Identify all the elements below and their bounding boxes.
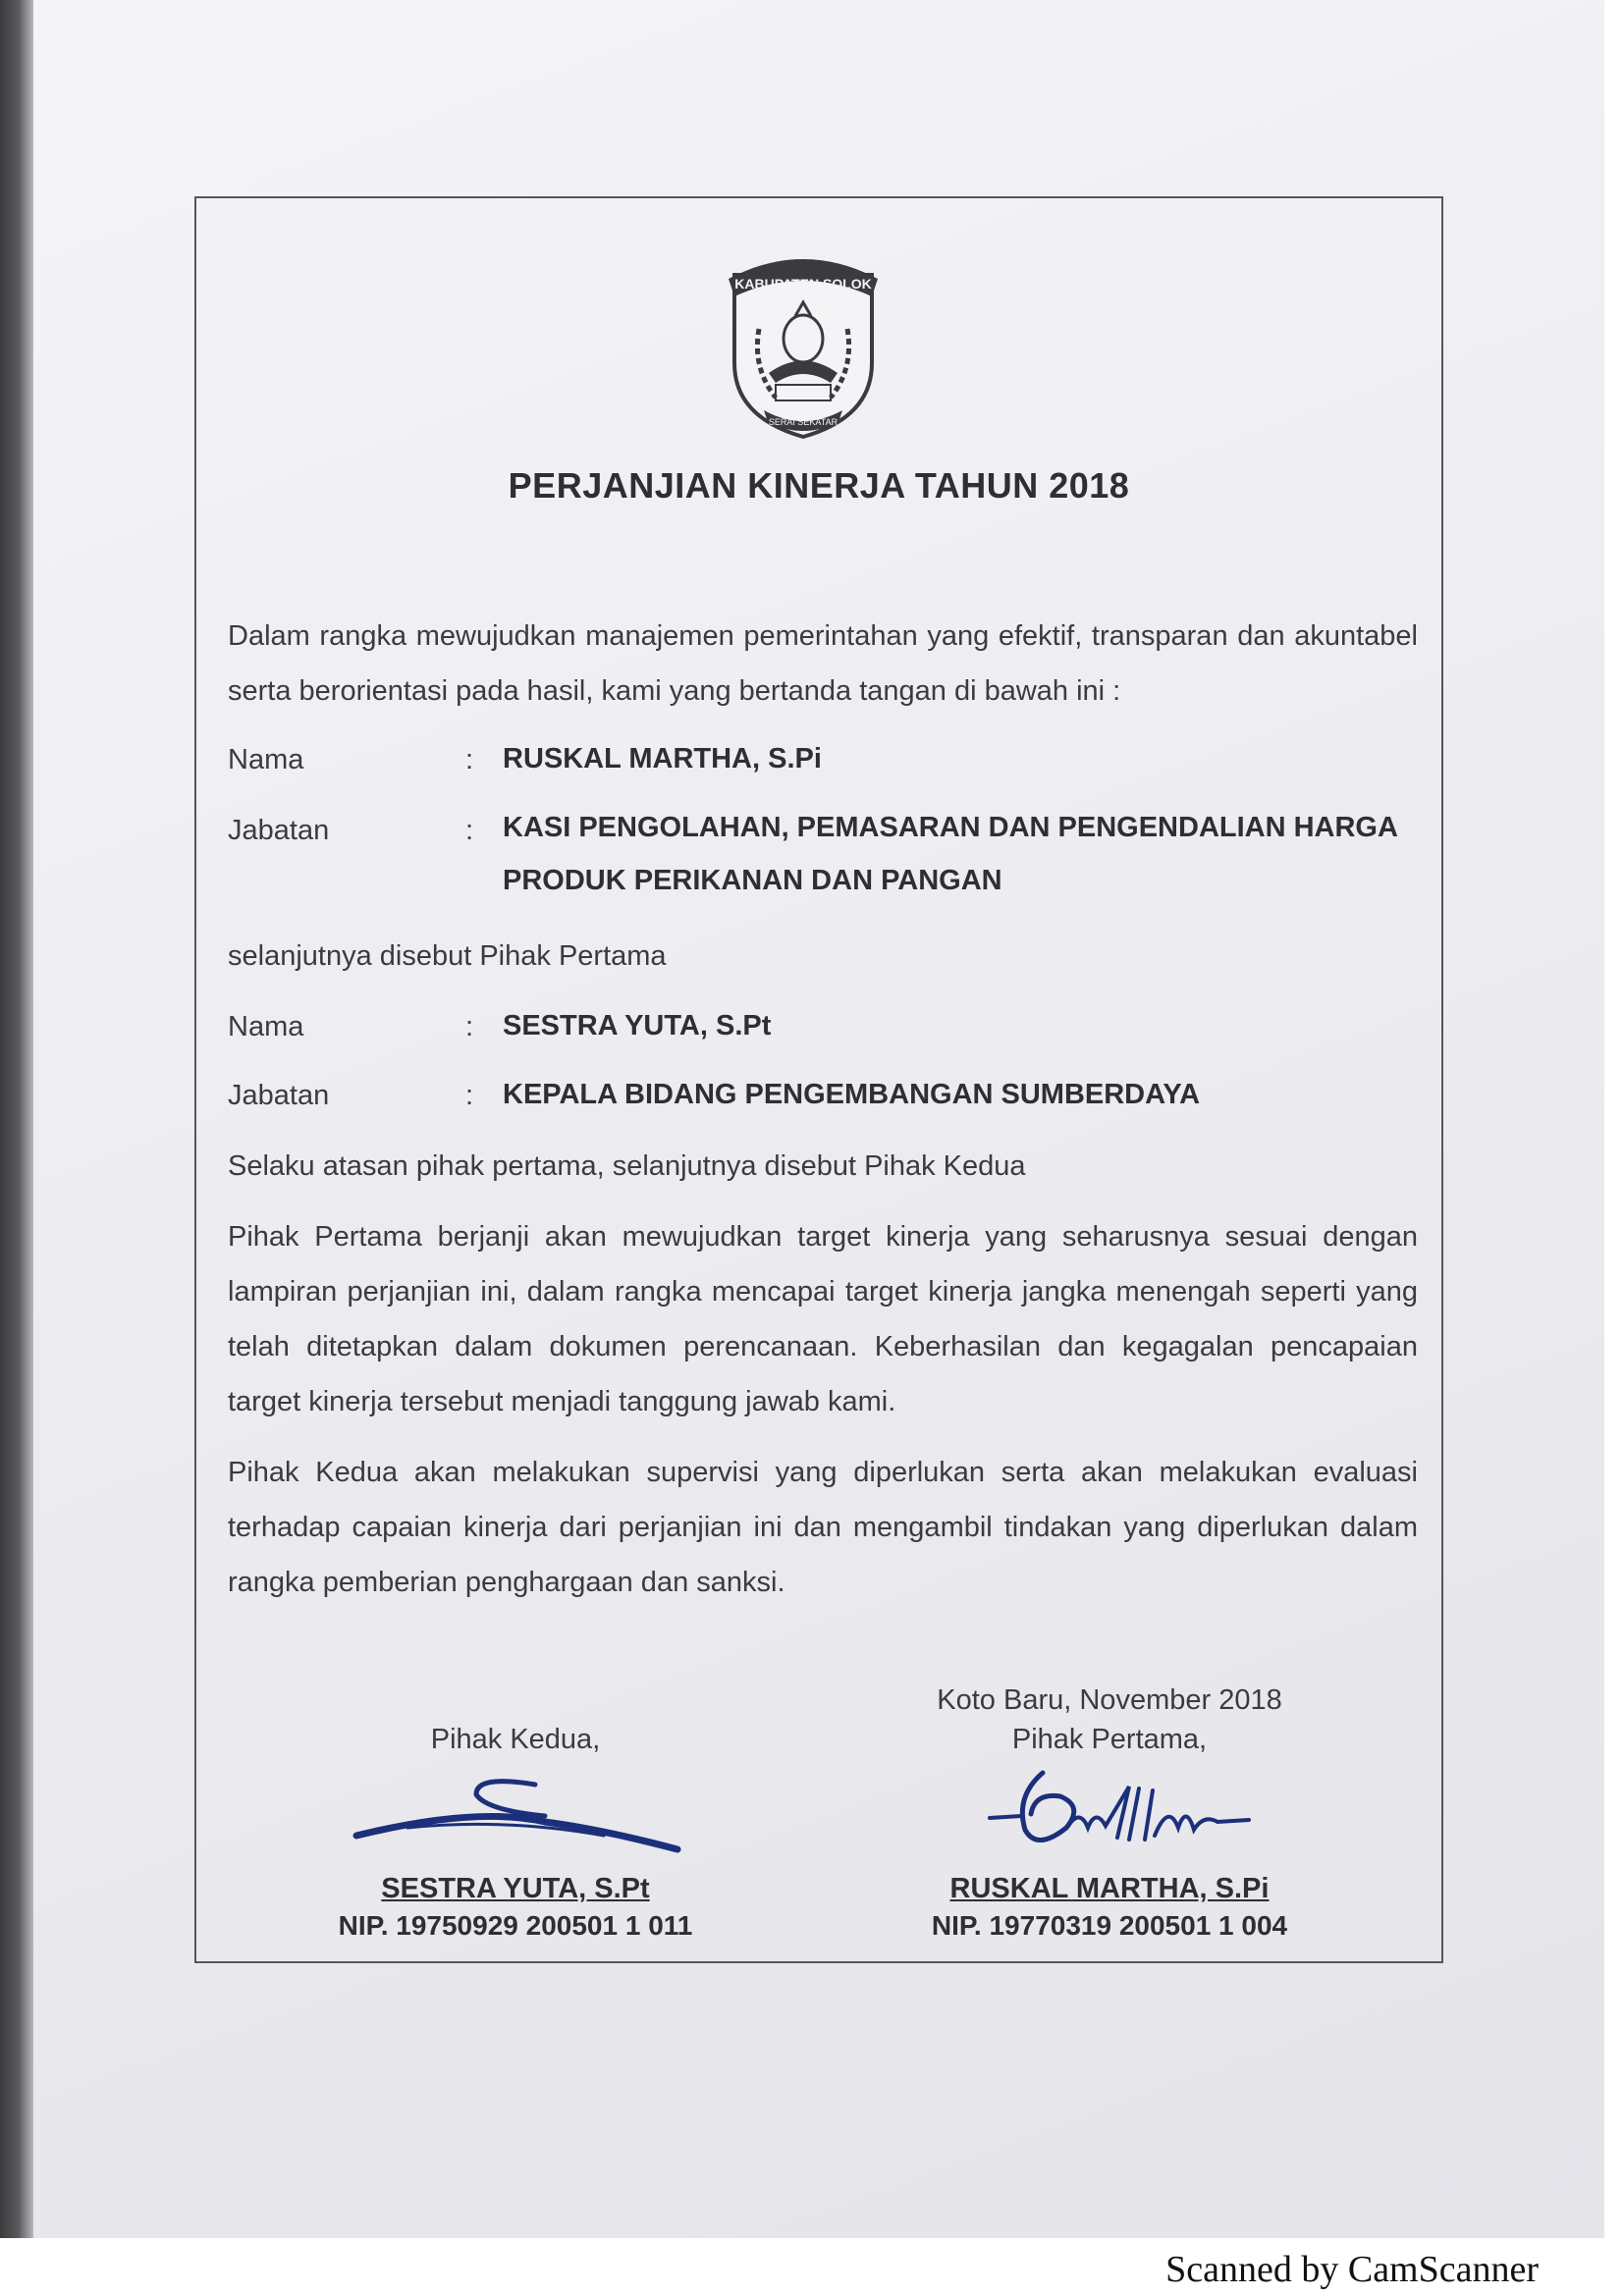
colon: : bbox=[465, 815, 474, 846]
second-party-designation: Selaku atasan pihak pertama, selanjutnya disebut Pihak Kedua bbox=[228, 1150, 1026, 1182]
first-party-designation: selanjutnya disebut Pihak Pertama bbox=[228, 940, 667, 972]
right-signatory-nip: NIP. 19770319 200501 1 004 bbox=[931, 1910, 1288, 1941]
second-party-position-label: Jabatan bbox=[228, 1080, 330, 1111]
right-signatory-name: RUSKAL MARTHA, S.Pi bbox=[949, 1873, 1270, 1904]
left-handwritten-signature bbox=[349, 1767, 682, 1875]
svg-text:KABUPATEN SOLOK: KABUPATEN SOLOK bbox=[734, 276, 872, 292]
document-title: PERJANJIAN KINERJA TAHUN 2018 bbox=[508, 465, 1130, 506]
colon: : bbox=[465, 1080, 474, 1111]
commitment-paragraph: Pihak Pertama berjanji akan mewujudkan target kinerja yang seharusnya sesuai dengan lampiran perjanjian ini, dalam rangka mencapai target kinerja jangka menengah seperti yang telah ditetapkan dalam dokumen perencanaan. Keberhasilan dan kegagalan pencapaian target kinerja tersebut menjadi tanggung jawab kami. bbox=[228, 1221, 1418, 1417]
svg-text:SERAI SEKATAR: SERAI SEKATAR bbox=[768, 417, 839, 427]
left-signatory-role: Pihak Kedua, bbox=[430, 1724, 601, 1755]
first-party-name-label: Nama bbox=[228, 744, 304, 775]
right-signatory-role: Pihak Pertama, bbox=[1011, 1724, 1208, 1755]
intro-paragraph: Dalam rangka mewujudkan manajemen pemerintahan yang efektif, transparan dan akuntabel serta berorientasi pada hasil, kami yang bertanda tangan di bawah ini : bbox=[228, 620, 1418, 707]
left-signatory-nip: NIP. 19750929 200501 1 011 bbox=[338, 1910, 693, 1941]
left-signatory-name: SESTRA YUTA, S.Pt bbox=[381, 1873, 650, 1904]
scan-edge bbox=[0, 0, 33, 2238]
colon: : bbox=[465, 744, 474, 775]
second-party-name-label: Nama bbox=[228, 1011, 304, 1042]
first-party-position: KASI PENGOLAHAN, PEMASARAN DAN PENGENDALIAN HARGA PRODUK PERIKANAN DAN PANGAN bbox=[503, 812, 1397, 896]
right-handwritten-signature bbox=[982, 1757, 1257, 1865]
second-party-name: SESTRA YUTA, S.Pt bbox=[503, 1010, 772, 1041]
place-date: Koto Baru, November 2018 bbox=[937, 1684, 1282, 1716]
regency-emblem-logo bbox=[715, 245, 892, 442]
colon: : bbox=[465, 1011, 474, 1042]
second-party-position: KEPALA BIDANG PENGEMBANGAN SUMBERDAYA bbox=[503, 1079, 1201, 1110]
first-party-name: RUSKAL MARTHA, S.Pi bbox=[503, 743, 822, 774]
first-party-position-label: Jabatan bbox=[228, 815, 330, 846]
scanner-watermark: Scanned by CamScanner bbox=[1165, 2249, 1539, 2290]
supervision-paragraph: Pihak Kedua akan melakukan supervisi yang diperlukan serta akan melakukan evaluasi terhadap capaian kinerja dari perjanjian ini dan mengambil tindakan yang diperlukan dalam rangka pemberian penghargaan dan sanksi. bbox=[228, 1457, 1418, 1598]
